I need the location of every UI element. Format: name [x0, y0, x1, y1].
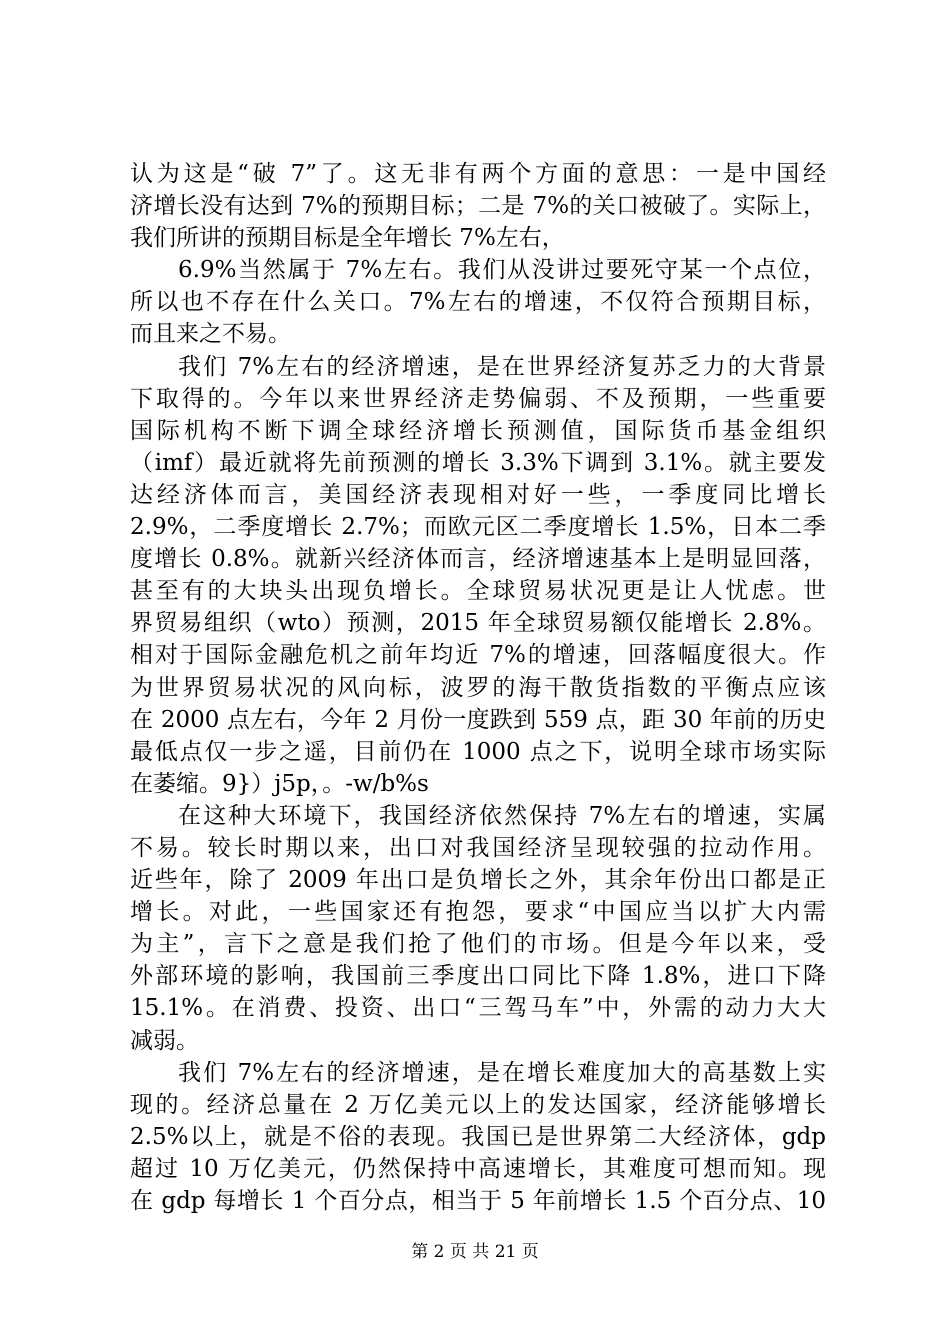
- text-line: 2.9%，二季度增长 2.7%；而欧元区二季度增长 1.5%，日本二季: [130, 514, 826, 541]
- document-body: [130, 158, 826, 1217]
- text-line: 认为这是“破 7”了。这无非有两个方面的意思：一是中国经: [130, 161, 826, 187]
- text-line: 不易。较长时期以来，出口对我国经济呈现较强的拉动作用。: [130, 834, 826, 861]
- text-line: 相对于国际金融危机之前年均近 7%的增速，回落幅度很大。作: [130, 642, 826, 669]
- page-footer: 第 2 页 共 21 页: [411, 1242, 539, 1262]
- text-line: 超过 10 万亿美元，仍然保持中高速增长，其难度可想而知。现: [130, 1155, 826, 1182]
- text-line: 所以也不存在什么关口。7%左右的增速，不仅符合预期目标，: [130, 289, 826, 316]
- text-line: 达经济体而言，美国经济表现相对好一些，一季度同比增长: [130, 481, 826, 508]
- text-line: 6.9%当然属于 7%左右。我们从没讲过要死守某一个点位，: [178, 257, 826, 284]
- text-line: 减弱。: [130, 1027, 199, 1054]
- text-line: 最低点仅一步之遥，目前仍在 1000 点之下，说明全球市场实际: [130, 738, 826, 765]
- text-line: 外部环境的影响，我国前三季度出口同比下降 1.8%，进口下降: [130, 963, 826, 990]
- text-line: 在萎缩。9}）j5p，。-w/b%s: [130, 770, 429, 797]
- text-line: 下取得的。今年以来世界经济走势偏弱、不及预期，一些重要: [130, 385, 826, 412]
- text-line: 我们 7%左右的经济增速，是在世界经济复苏乏力的大背景: [178, 353, 826, 380]
- text-line: 为主”，言下之意是我们抢了他们的市场。但是今年以来，受: [130, 931, 826, 958]
- text-line: （imf）最近就将先前预测的增长 3.3%下调到 3.1%。就主要发: [130, 449, 826, 476]
- text-line: 为世界贸易状况的风向标，波罗的海干散货指数的平衡点应该: [130, 674, 826, 701]
- text-line: 在 gdp 每增长 1 个百分点，相当于 5 年前增长 1.5 个百分点、10: [130, 1188, 826, 1214]
- text-line: 现的。经济总量在 2 万亿美元以上的发达国家，经济能够增长: [130, 1091, 826, 1118]
- text-line: 我们所讲的预期目标是全年增长 7%左右，: [130, 225, 565, 252]
- text-line: 度增长 0.8%。就新兴经济体而言，经济增速基本上是明显回落，: [130, 546, 826, 573]
- text-line: 国际机构不断下调全球经济增长预测值，国际货币基金组织: [130, 417, 826, 444]
- text-line: 在 2000 点左右，今年 2 月份一度跌到 559 点，距 30 年前的历史: [130, 706, 826, 733]
- text-line: 界贸易组织（wto）预测，2015 年全球贸易额仅能增长 2.8%。: [130, 610, 826, 637]
- text-line: 甚至有的大块头出现负增长。全球贸易状况更是让人忧虑。世: [130, 578, 826, 605]
- text-line: 2.5%以上，就是不俗的表现。我国已是世界第二大经济体，gdp: [130, 1123, 826, 1150]
- text-line: 15.1%。在消费、投资、出口“三驾马车”中，外需的动力大大: [130, 995, 826, 1022]
- text-line: 我们 7%左右的经济增速，是在增长难度加大的高基数上实: [178, 1059, 826, 1086]
- text-line: 在这种大环境下，我国经济依然保持 7%左右的增速，实属: [178, 802, 826, 829]
- text-line: 近些年，除了 2009 年出口是负增长之外，其余年份出口都是正: [130, 867, 826, 894]
- text-line: 济增长没有达到 7%的预期目标；二是 7%的关口被破了。实际上，: [130, 193, 826, 220]
- text-line: 而且来之不易。: [130, 321, 291, 348]
- text-line: 增长。对此，一些国家还有抱怨，要求“中国应当以扩大内需: [130, 899, 826, 926]
